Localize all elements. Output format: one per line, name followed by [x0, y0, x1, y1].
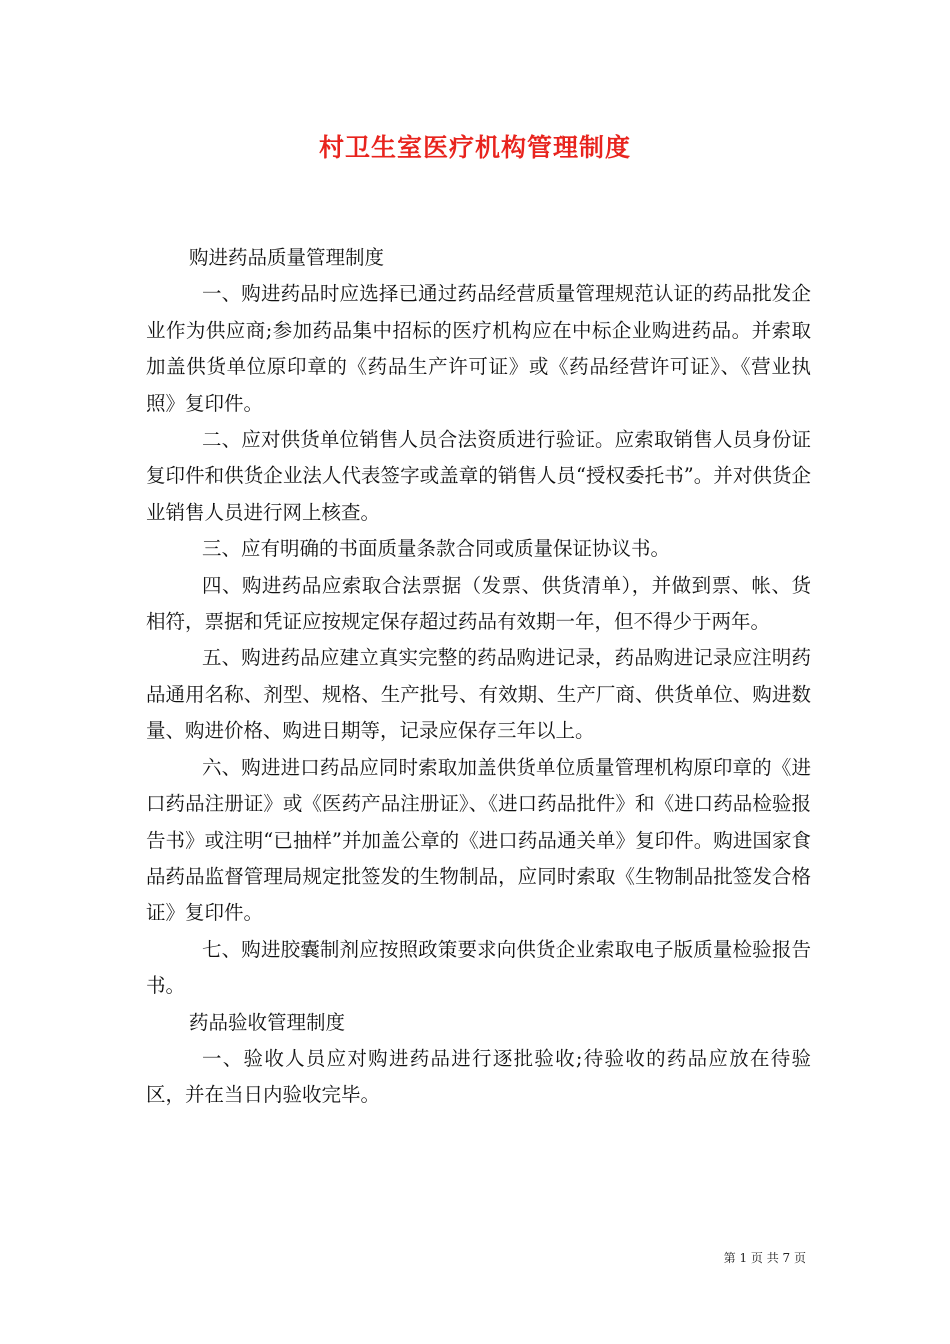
- paragraph: 四、购进药品应索取合法票据（发票、供货清单），并做到票、帐、货相符，票据和凭证应按规定保存超过药品有效期一年，但不得少于两年。: [146, 573, 811, 634]
- paragraph: 一、购进药品时应选择已通过药品经营质量管理规范认证的药品批发企业作为供应商;参加药品集中招标的医疗机构应在中标企业购进药品。并索取加盖供货单位原印章的《药品生产许可证》或《药品经营许可证》、《营业执照》复印件。: [146, 282, 811, 415]
- section-heading: 购进药品质量管理制度: [189, 246, 385, 269]
- paragraph: 六、购进进口药品应同时索取加盖供货单位质量管理机构原印章的《进口药品注册证》或《医药产品注册证》、《进口药品批件》和《进口药品检验报告书》或注明“已抽样”并加盖公章的《进口药品通关单》复印件。购进国家食品药品监督管理局规定批签发的生物制品，应同时索取《生物制品批签发合格证》复印件。: [146, 755, 811, 925]
- paragraph: 七、购进胶囊制剂应按照政策要求向供货企业索取电子版质量检验报告书。: [146, 937, 811, 998]
- document-title: 村卫生室医疗机构管理制度: [318, 133, 631, 162]
- page-number-footer: 第 1 页 共 7 页: [723, 1251, 806, 1265]
- paragraph: 三、应有明确的书面质量条款合同或质量保证协议书。: [202, 537, 671, 561]
- paragraph: 五、购进药品应建立真实完整的药品购进记录，药品购进记录应注明药品通用名称、剂型、规格、生产批号、有效期、生产厂商、供货单位、购进数量、购进价格、购进日期等，记录应保存三年以上。: [146, 646, 811, 743]
- section-heading: 药品验收管理制度: [189, 1010, 346, 1034]
- paragraph: 一、验收人员应对购进药品进行逐批验收;待验收的药品应放在待验区，并在当日内验收完毕。: [146, 1046, 811, 1107]
- paragraph: 二、应对供货单位销售人员合法资质进行验证。应索取销售人员身份证复印件和供货企业法人代表签字或盖章的销售人员“授权委托书”。并对供货企业销售人员进行网上核查。: [146, 428, 811, 524]
- document-body: [146, 240, 811, 1114]
